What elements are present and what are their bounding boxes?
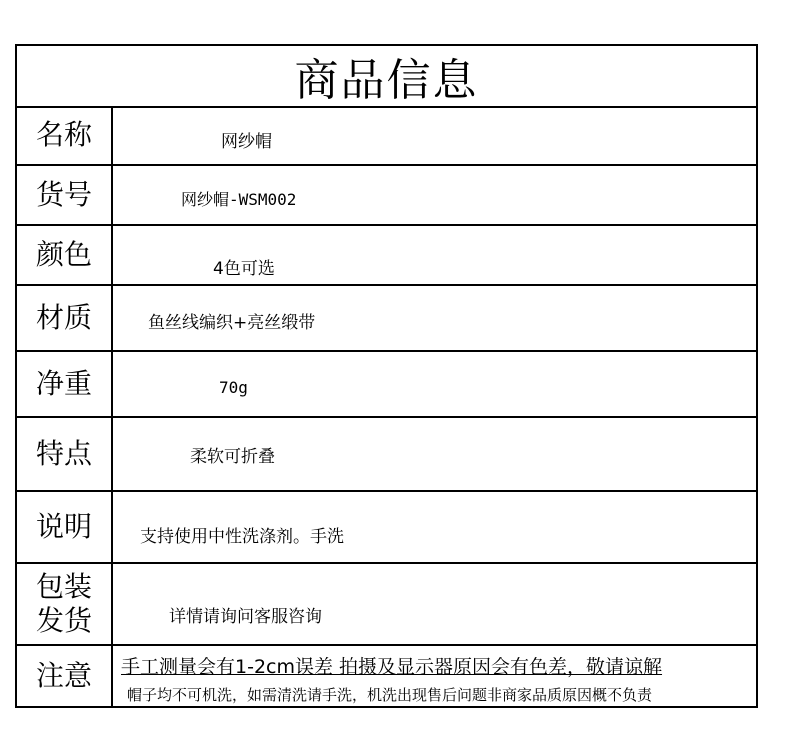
row-value: 支持使用中性洗涤剂。手洗: [140, 527, 344, 547]
table-row-item-number: [17, 166, 756, 226]
row-value: 鱼丝线编织+亮丝缎带: [148, 313, 316, 333]
row-label: 货号: [17, 166, 113, 224]
row-label: [17, 564, 113, 644]
table-title: 商品信息: [17, 46, 756, 108]
table-row-net-weight: [17, 352, 756, 418]
table-row-packaging: [17, 564, 756, 646]
product-info-table: [15, 44, 758, 708]
row-value: 网纱帽: [221, 132, 272, 152]
row-value: 网纱帽-WSM002: [181, 190, 297, 209]
row-value: 70g: [219, 378, 248, 397]
table-row-material: [17, 286, 756, 352]
table-row-color: [17, 226, 756, 286]
row-label-text: 包装 发货: [35, 570, 92, 637]
notice-line-2: 帽子均不可机洗，如需清洗请手洗，机洗出现售后问题非商家品质原因概不负责: [127, 686, 653, 704]
row-label: 说明: [17, 492, 113, 562]
row-label: 特点: [17, 418, 113, 490]
row-value: 柔软可折叠: [190, 447, 275, 467]
row-value: 4色可选: [213, 259, 275, 279]
row-label: 名称: [17, 106, 113, 164]
row-label: 净重: [17, 352, 113, 416]
row-label: 注意: [17, 646, 113, 706]
row-label: 颜色: [17, 226, 113, 284]
table-row-features: [17, 418, 756, 492]
row-label: 材质: [17, 286, 113, 350]
table-row-name: [17, 106, 756, 166]
table-row-notice: [17, 646, 756, 706]
notice-line-1: 手工测量会有1-2cm误差 拍摄及显示器原因会有色差，敬请谅解: [121, 656, 663, 678]
row-value: 详情请询问客服咨询: [169, 607, 322, 627]
table-row-instructions: [17, 492, 756, 564]
